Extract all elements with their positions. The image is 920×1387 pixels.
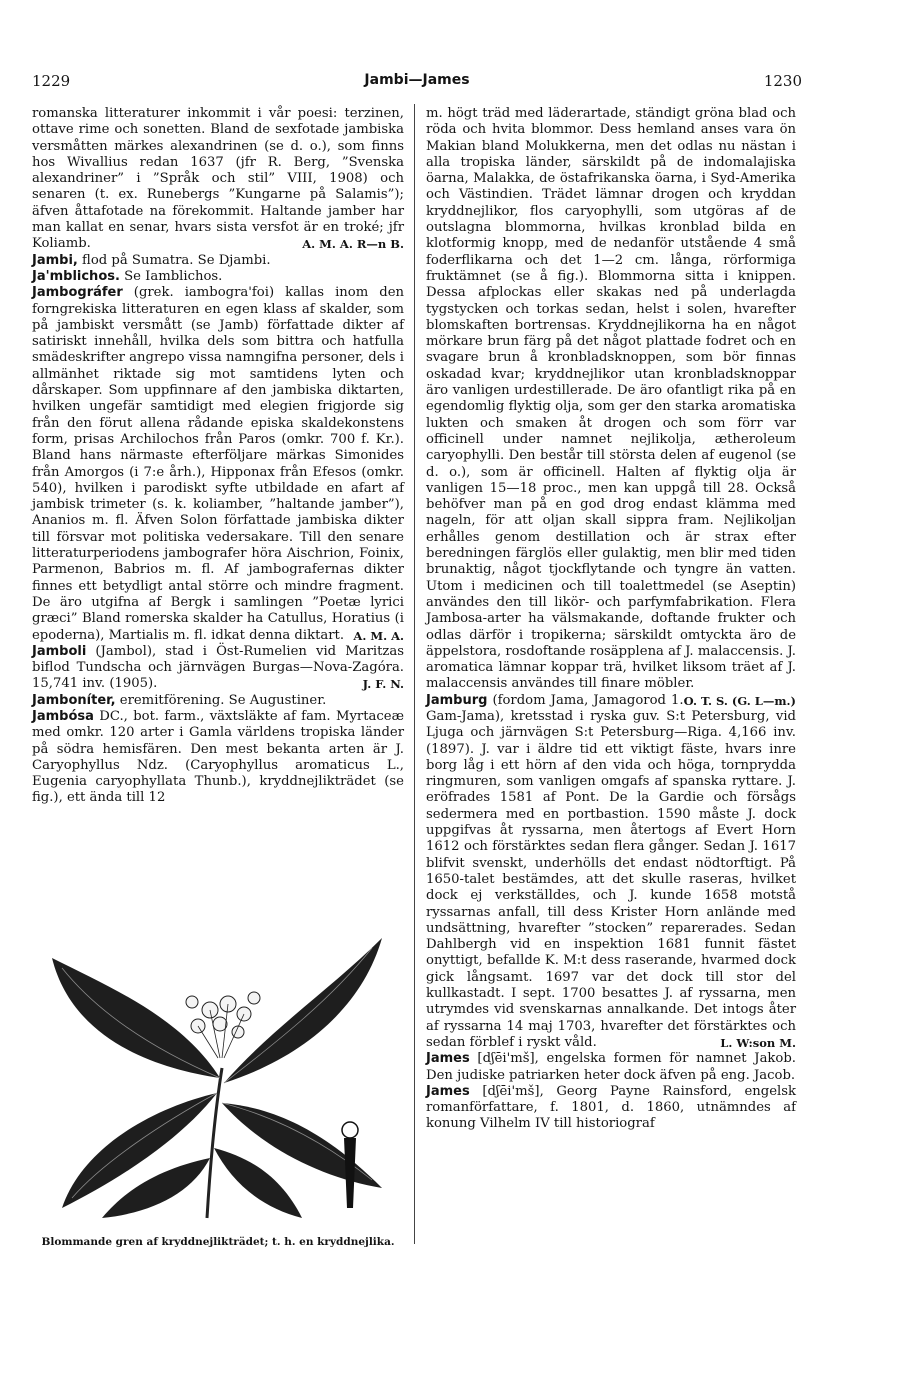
entry-head: James [426, 1083, 470, 1099]
signature: J. F. N. [362, 677, 404, 692]
entry-jambografer [32, 285, 404, 644]
entry-head: Jamboníter, [32, 692, 116, 708]
entry-text: flod på Sumatra. Se Djambi. [77, 252, 271, 268]
left-column [32, 106, 404, 807]
entry-jambi [32, 253, 404, 269]
entry-iamb-continuation [32, 106, 404, 253]
signature: A. M. A. R—n B. [302, 237, 404, 252]
entry-james-author [426, 1084, 796, 1133]
entry-jamboli [32, 644, 404, 693]
entry-jambonites [32, 693, 404, 709]
intro-text: romanska litteraturer inkommit i vår poesi: terzinen, ottave rime och sonetten. Bland de sexfotade jambiska versmåtten märkes alexandrinen (se d. o.), som finns hos Wivallius redan 1637 (jfr R. Berg, ”Svenska alexandriner” i ”Språk och stil” VIII, 1908) och senaren (t. ex. Runebergs ”Kungarne på Salamis”); äfven åttafotade na förekommit. Haltande jamber har man kallat en senar, hvars sista versfot är en troké; jfr Koliamb. [32, 106, 404, 252]
entry-text: eremitförening. Se Augustiner. [115, 692, 327, 708]
entry-text: (Jambol), stad i Öst-Rumelien vid Maritzas biflod Tundscha och järnvägen Burgas—Nova-Zagóra. 15,741 inv. (1905). [32, 643, 404, 692]
right-column [426, 106, 796, 1133]
signature: O. T. S. (G. L—m.) [683, 693, 796, 708]
signature: L. W:son M. [720, 1035, 796, 1050]
left-page-number: 1229 [32, 72, 71, 90]
entry-head: Ja'mblichos. [32, 268, 120, 284]
page-header [32, 72, 802, 96]
entry-text: (grek. iambogra'foi) kallas inom den forngrekiska litteraturen en egen klass af skalder, som på jambiskt versmått (se Jamb) författade dikter af satiriskt innehåll, hvilka dels som bittra och hatfulla smädeskrifter angrepo vissa namngifna personer, dels i allmänhet riktade sig mot samtidens lyten och dårskaper. Som uppfinnare af den jambiska diktarten, hvilken ungefär samtidigt med elegien frigjorde sig från den förut allena rådande episka skaldekonstens form, prisas Archilochos från Paros (omkr. 700 f. Kr.). Bland hans närmaste efterföljare märkas Simonides från Amorgos (i 7:e årh.), Hipponax från Efesos (omkr. 540), hvilken i parodiskt syfte utbildade en afart af jambisk trimeter (s. k. koliamber, ”haltande jamber”), Ananios m. fl. Äfven Solon författade jambiska dikter till försvar mot politiska vedersakare. Till den senare litteraturperiodens jambografer höra Aischrion, Foinix, Parmenon, Babrios m. fl. Af jambografernas dikter finnes ett betydligt antal större och mindre fragment. De äro utgifna af Bergk i samlingen ”Poetæ lyrici græci” Bland romerska skalder ha Catullus, Horatius (i epoderna), Martialis m. fl. idkat denna diktart. [32, 285, 404, 643]
entry-jamburg [426, 693, 796, 1052]
entry-text: (fordom Jama, Jamagorod 1. Gam-Jama), kretsstad i ryska guv. S:t Petersburg, vid Ljuga och järnvägen S:t Petersburg—Riga. 4,166 inv. (1897). J. var i äldre tid ett viktigt fäste, hvars inre borg låg i ett hörn af den vida och höga, tornprydda ringmuren, som vanligen omgafs af spanska ryttare. J. eröfrades 1581 af Pont. De la Gardie och försågs sedermera med en portbastion. 1590 måste J. dock uppgifvas åt ryssarna, men återtogs af Evert Horn 1612 och förstärktes sedan flera gånger. Sedan J. 1617 blifvit svenskt, underhölls det endast nödtorftigt. På 1650-talet bestämdes, att det skulle raseras, hvilket dock ej verkställdes, och J. kunde 1658 motstå ryssarnas anfall, till dess Krister Horn anlände med undsättning, hvarefter ”stocken” reparerades. Sedan Dahlbergh vid en inspektion 1681 funnit fästet onyttigt, befallde K. M:t dess raserande, hvarmed dock gick långsamt. 1697 var det dock till stor del kullkastadt. I sept. 1700 besattes J. af ryssarna, men utrymdes vid svenskarnas annalkande. Det intogs åter af ryssarna 14 maj 1703, hvarefter det förstärktes och sedan förblef i ryskt våld. [426, 692, 796, 1050]
clove-tree-figure [32, 918, 404, 1248]
entry-text: [dʃēi'mš], engelska formen för namnet Jakob. Den judiske patriarken heter dock äfven på eng. Jacob. [426, 1051, 796, 1083]
column-divider [414, 104, 415, 1244]
entry-head: Jamboli [32, 643, 87, 659]
entry-text: Se Iamblichos. [119, 268, 223, 284]
entry-head: Jambográfer [32, 285, 123, 301]
entry-text: [dʃēi'mš], Georg Payne Rainsford, engelsk romanförfattare, f. 1801, d. 1860, utnämndes af konung Vilhelm IV till historiograf [426, 1083, 796, 1132]
running-title: Jambi—James [364, 72, 470, 88]
entry-head: Jambósa [32, 708, 94, 724]
entry-text: DC., bot. farm., växtsläkte af fam. Myrtaceæ med omkr. 120 arter i Gamla världens tropiska länder på södra hemisfären. Den mest bekanta arten är J. Caryophyllus Ndz. (Caryophyllus aromaticus L., Eugenia caryophyllata Thunb.), kryddnejlikträdet (se fig.), ett ända till 12 [32, 708, 404, 806]
entry-jambosa [32, 709, 404, 807]
entry-head: Jambi, [32, 252, 78, 268]
entry-text: m. högt träd med läderartade, ständigt gröna blad och röda och hvita blommor. Dess hemland anses vara ön Makian bland Molukkerna, men det odlas nu nästan i alla tropiska länder, särskildt på de indomalajiska öarna, Malakka, de östafrikanska öarna, i Syd-Amerika och Västindien. Trädet lämnar drogen och kryddan kryddnejlikor, flos caryophylli, som utgöras af de outslagna blommorna, hvilkas kronblad bilda en klotformig knopp, med de nedanför utstående 4 små foderflikarna och det 1—2 cm. långa, rörformiga fruktämnet (se å fig.). Blommorna sitta i knippen. Dessa afplockas eller skakas ned på underlagda tygstycken och torkas sedan, helst i solen, hvarefter blomskaften bortrensas. Kryddnejlikorna ha en något mörkare brun färg på det något plattade fodret och en svagare brun å kronbladsknoppen, som bör finnas oskadad kvar; kryddnejlikor utan kronbladsknoppar äro vanligen urdestillerade. De äro ofantligt rika på en egendomlig flyktig olja, som ger den starka aromatiska lukten och smaken åt drogen och som förr var officinell under namnet nejlikolja, ætheroleum caryophylli. Den består till största delen af eugenol (se d. o.), som är officinell. Halten af flyktig olja är vanligen 15—18 proc., men kan uppgå till 28. Också behöfver man på en god drog endast klämma med nageln, för att oljan skall sippra fram. Nejlikoljan erhålles genom destillation och är strax efter beredningen färglös eller gulaktig, men blir med tiden brunaktig, något tjockflytande och tyngre än vatten. Utom i medicinen och till toalettmedel (se Aseptin) användes den till likör- och parfymfabrikation. Flera Jambosa-arter ha välsmakande, doftande frukter och odlas därför i tropikerna; särskildt omtyckta äro de äppelstora, rosdoftande rosäpplena af J. malaccensis. J. aromatica lämnar koppar trä, hvilket liksom träet af J. malaccensis användes till finare möbler. [426, 106, 796, 692]
entry-jamblichos [32, 269, 404, 285]
figure-caption: Blommande gren af kryddnejlikträdet; t. h. en kryddnejlika. [41, 1236, 395, 1248]
entry-head: Jamburg [426, 692, 488, 708]
right-page-number: 1230 [763, 72, 802, 90]
signature: A. M. A. [353, 628, 404, 643]
clove-branch-illustration [32, 918, 404, 1228]
entry-head: James [426, 1051, 470, 1067]
entry-james-name [426, 1051, 796, 1084]
